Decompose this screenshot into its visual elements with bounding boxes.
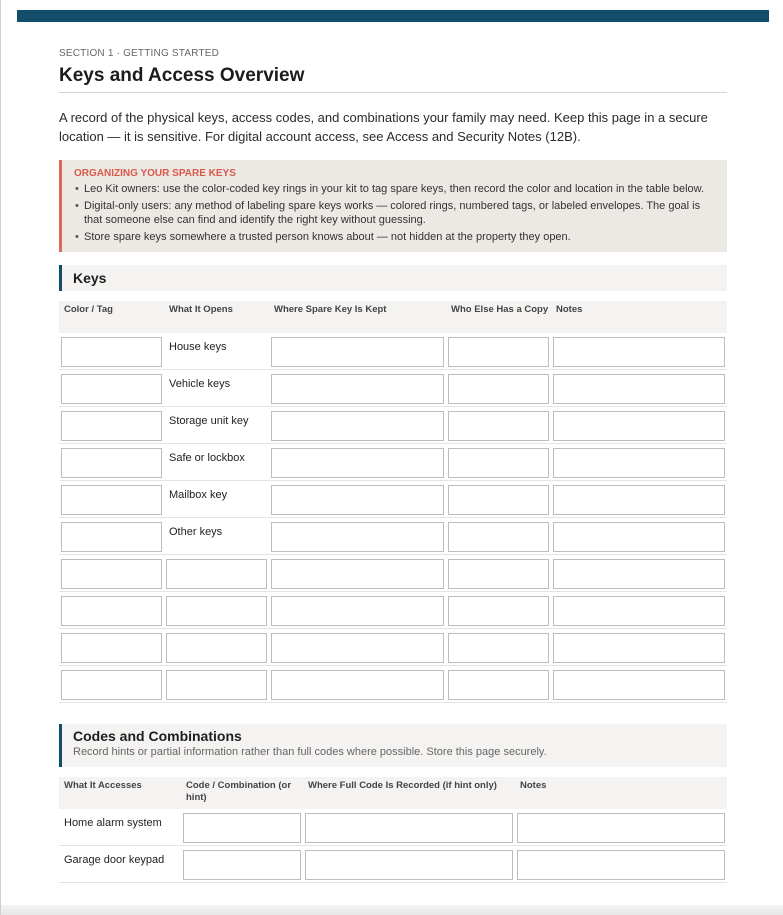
notes-cell	[551, 370, 727, 407]
codes-table-header	[59, 777, 727, 809]
who-else-field[interactable]	[448, 485, 549, 515]
what-it-opens-label: Other keys	[169, 526, 223, 538]
notes-cell	[515, 846, 727, 883]
codes-table-body	[59, 809, 727, 883]
keys-table-row	[59, 666, 727, 703]
who-else-field[interactable]	[448, 337, 549, 367]
what-it-opens-field[interactable]	[166, 596, 267, 626]
codes-section-header	[59, 724, 727, 767]
code-combination-field[interactable]	[183, 813, 301, 843]
notes-field[interactable]	[553, 670, 725, 700]
color-tag-cell	[59, 629, 164, 666]
what-it-opens-label: Safe or lockbox	[169, 452, 245, 464]
code-combination-cell	[181, 809, 303, 846]
where-kept-cell	[269, 333, 446, 370]
who-else-field[interactable]	[448, 411, 549, 441]
notes-cell	[551, 444, 727, 481]
what-it-opens-field[interactable]	[166, 670, 267, 700]
title-divider	[59, 92, 727, 93]
keys-col-where-kept: Where Spare Key Is Kept	[274, 304, 387, 315]
notes-cell	[551, 481, 727, 518]
keys-heading: Keys	[73, 270, 107, 286]
code-combination-field[interactable]	[183, 850, 301, 880]
where-recorded-field[interactable]	[305, 813, 513, 843]
what-it-accesses-cell	[59, 846, 181, 883]
who-else-cell	[446, 518, 551, 555]
keys-col-notes: Notes	[556, 304, 583, 315]
what-it-opens-cell	[164, 444, 269, 481]
what-it-accesses-label: Home alarm system	[64, 817, 162, 829]
codes-table-row	[59, 846, 727, 883]
keys-table-row	[59, 592, 727, 629]
where-kept-cell	[269, 407, 446, 444]
where-kept-cell	[269, 370, 446, 407]
what-it-opens-cell	[164, 481, 269, 518]
what-it-opens-label: Mailbox key	[169, 489, 228, 501]
keys-section-header	[59, 265, 727, 291]
color-tag-field[interactable]	[61, 374, 162, 404]
notes-field[interactable]	[553, 448, 725, 478]
where-recorded-cell	[303, 846, 515, 883]
where-kept-field[interactable]	[271, 411, 444, 441]
keys-table-row	[59, 370, 727, 407]
who-else-field[interactable]	[448, 522, 549, 552]
codes-col-what-it-accesses: What It Accesses	[64, 780, 142, 791]
color-tag-field[interactable]	[61, 522, 162, 552]
where-kept-field[interactable]	[271, 633, 444, 663]
color-tag-field[interactable]	[61, 337, 162, 367]
code-combination-cell	[181, 846, 303, 883]
keys-table-row	[59, 629, 727, 666]
what-it-opens-cell	[164, 370, 269, 407]
color-tag-cell	[59, 555, 164, 592]
what-it-opens-cell	[164, 333, 269, 370]
who-else-cell	[446, 370, 551, 407]
what-it-opens-label: Storage unit key	[169, 415, 249, 427]
who-else-field[interactable]	[448, 670, 549, 700]
who-else-cell	[446, 592, 551, 629]
color-tag-field[interactable]	[61, 670, 162, 700]
notes-cell	[551, 333, 727, 370]
where-recorded-cell	[303, 809, 515, 846]
what-it-opens-cell	[164, 518, 269, 555]
color-tag-field[interactable]	[61, 633, 162, 663]
where-kept-field[interactable]	[271, 374, 444, 404]
notes-cell	[551, 666, 727, 703]
who-else-cell	[446, 444, 551, 481]
spare-keys-callout	[59, 160, 727, 252]
codes-col-notes: Notes	[520, 780, 547, 791]
what-it-opens-label: Vehicle keys	[169, 378, 231, 390]
notes-field[interactable]	[553, 485, 725, 515]
what-it-opens-cell	[164, 666, 269, 703]
who-else-field[interactable]	[448, 448, 549, 478]
what-it-opens-cell	[164, 592, 269, 629]
page-content	[59, 48, 727, 883]
where-kept-cell	[269, 592, 446, 629]
notes-cell	[551, 555, 727, 592]
keys-table-row	[59, 444, 727, 481]
callout-item: • Leo Kit owners: use the color-coded key rings in your kit to tag spare keys, then record the color and location in the table below.	[74, 182, 717, 197]
codes-col-where-recorded: Where Full Code Is Recorded (if hint only)	[308, 780, 497, 791]
what-it-accesses-label: Garage door keypad	[64, 854, 165, 866]
where-kept-field[interactable]	[271, 337, 444, 367]
where-kept-cell	[269, 444, 446, 481]
who-else-field[interactable]	[448, 374, 549, 404]
what-it-accesses-cell	[59, 809, 181, 846]
where-kept-cell	[269, 629, 446, 666]
notes-field[interactable]	[553, 374, 725, 404]
color-tag-cell	[59, 370, 164, 407]
notes-field[interactable]	[553, 522, 725, 552]
who-else-field[interactable]	[448, 559, 549, 589]
notes-field[interactable]	[553, 411, 725, 441]
where-kept-field[interactable]	[271, 670, 444, 700]
what-it-opens-cell	[164, 555, 269, 592]
keys-table-row	[59, 481, 727, 518]
notes-field[interactable]	[553, 596, 725, 626]
callout-list	[74, 182, 717, 244]
keys-col-who-else: Who Else Has a Copy	[451, 304, 549, 315]
notes-field[interactable]	[517, 850, 725, 880]
what-it-opens-field[interactable]	[166, 633, 267, 663]
notes-field[interactable]	[553, 337, 725, 367]
where-recorded-field[interactable]	[305, 850, 513, 880]
who-else-cell	[446, 629, 551, 666]
notes-field[interactable]	[517, 813, 725, 843]
keys-table-row	[59, 555, 727, 592]
color-tag-cell	[59, 481, 164, 518]
color-tag-field[interactable]	[61, 559, 162, 589]
color-tag-field[interactable]	[61, 411, 162, 441]
notes-field[interactable]	[553, 633, 725, 663]
what-it-opens-label: House keys	[169, 341, 227, 353]
section-label: SECTION 1 · GETTING STARTED	[59, 48, 220, 59]
codes-subheading: Record hints or partial information rather than full codes where possible. Store this page securely.	[73, 746, 547, 758]
keys-col-what-it-opens: What It Opens	[169, 304, 233, 315]
who-else-cell	[446, 333, 551, 370]
callout-title: ORGANIZING YOUR SPARE KEYS	[74, 168, 236, 179]
what-it-opens-cell	[164, 629, 269, 666]
keys-table-row	[59, 333, 727, 370]
where-kept-cell	[269, 666, 446, 703]
notes-cell	[551, 629, 727, 666]
where-kept-cell	[269, 481, 446, 518]
codes-col-code-combination: Code / Combination (or hint)	[186, 780, 292, 803]
color-tag-cell	[59, 666, 164, 703]
color-tag-field[interactable]	[61, 485, 162, 515]
notes-cell	[551, 518, 727, 555]
notes-cell	[551, 407, 727, 444]
where-kept-cell	[269, 555, 446, 592]
who-else-cell	[446, 666, 551, 703]
page-bottom-edge	[1, 905, 783, 915]
color-tag-field[interactable]	[61, 596, 162, 626]
notes-cell	[515, 809, 727, 846]
color-tag-cell	[59, 518, 164, 555]
color-tag-cell	[59, 444, 164, 481]
color-tag-cell	[59, 407, 164, 444]
where-kept-field[interactable]	[271, 559, 444, 589]
where-kept-field[interactable]	[271, 485, 444, 515]
where-kept-field[interactable]	[271, 448, 444, 478]
callout-item: • Store spare keys somewhere a trusted person knows about — not hidden at the property they open.	[74, 230, 717, 245]
color-tag-cell	[59, 333, 164, 370]
top-brand-bar	[17, 10, 769, 22]
keys-table-row	[59, 518, 727, 555]
who-else-field[interactable]	[448, 633, 549, 663]
who-else-cell	[446, 481, 551, 518]
who-else-cell	[446, 555, 551, 592]
keys-table-body	[59, 333, 727, 703]
notes-cell	[551, 592, 727, 629]
what-it-opens-field[interactable]	[166, 559, 267, 589]
intro-paragraph: A record of the physical keys, access codes, and combinations your family may need. Keep this page in a secure location — it is sensitive. For digital account access, see Access and Security Notes (12B).	[59, 110, 708, 144]
callout-item: • Digital-only users: any method of labeling spare keys works — colored rings, numbered tags, or labeled envelopes. The goal is that someone else can find and identify the right key without guessing.	[74, 199, 717, 228]
where-kept-field[interactable]	[271, 522, 444, 552]
codes-heading: Codes and Combinations	[73, 728, 242, 744]
who-else-field[interactable]	[448, 596, 549, 626]
who-else-cell	[446, 407, 551, 444]
codes-table-row	[59, 809, 727, 846]
notes-field[interactable]	[553, 559, 725, 589]
keys-table-row	[59, 407, 727, 444]
color-tag-cell	[59, 592, 164, 629]
color-tag-field[interactable]	[61, 448, 162, 478]
page-title: Keys and Access Overview	[59, 65, 305, 86]
where-kept-field[interactable]	[271, 596, 444, 626]
keys-col-color-tag: Color / Tag	[64, 304, 113, 315]
where-kept-cell	[269, 518, 446, 555]
keys-table-header	[59, 301, 727, 333]
what-it-opens-cell	[164, 407, 269, 444]
